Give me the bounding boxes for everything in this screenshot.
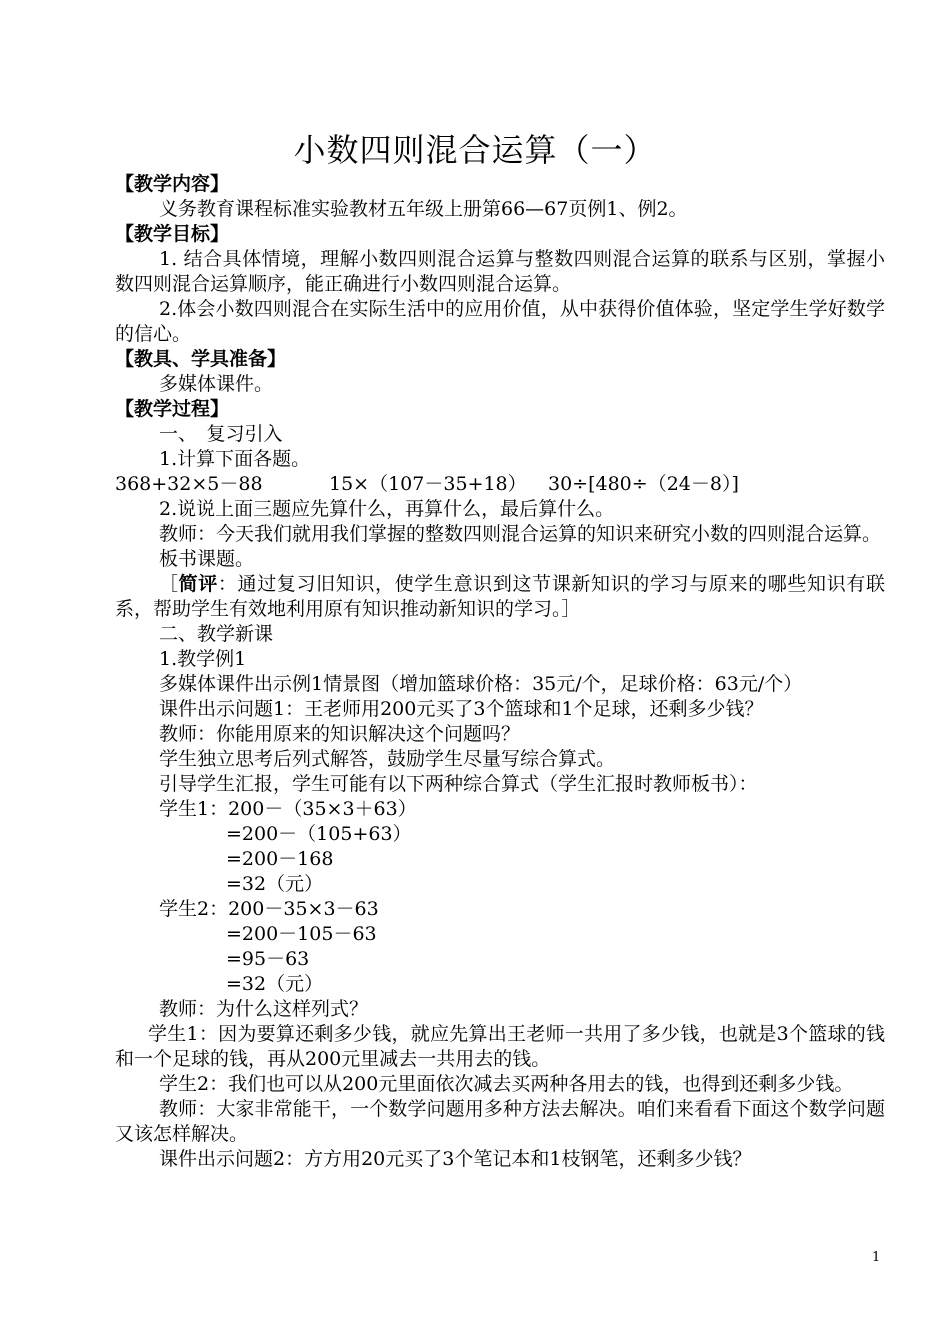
section-heading-process: 【教学过程】 <box>115 398 230 420</box>
student-think: 学生独立思考后列式解答，鼓励学生尽量写综合算式。 <box>159 748 616 770</box>
document-body <box>115 172 885 1172</box>
comment-text: ：通过复习旧知识，使学生意识到这节课新知识的学习与原来的哪些知识有联系，帮助学生有效地利用原有知识推动新知识的学习。］ <box>115 573 885 620</box>
section-heading-tools: 【教具、学具准备】 <box>115 348 287 370</box>
section-heading-goals: 【教学目标】 <box>115 223 230 245</box>
question-1: 1.计算下面各题。 <box>159 448 311 470</box>
comment-label: 简评 <box>178 573 218 595</box>
guide-line: 引导学生汇报，学生可能有以下两种综合算式（学生汇报时教师板书）： <box>159 773 758 795</box>
student-2-explain: 学生2：我们也可以从200元里面依次减去买两种各用去的钱，也得到还剩多少钱。 <box>159 1073 854 1095</box>
calc-row <box>115 472 885 497</box>
student-1-step-3: =200－168 <box>226 848 334 870</box>
calc-1: 368+32×5－88 <box>115 473 263 495</box>
teacher-line-2: 教师：你能用原来的知识解决这个问题吗？ <box>159 723 521 745</box>
student-2-step-4: =32（元） <box>226 973 324 995</box>
goal-1: 1. 结合具体情境，理解小数四则混合运算与整数四则混合运算的联系与区别，掌握小数四则混合运算顺序，能正确进行小数四则混合运算。 <box>115 248 885 295</box>
teacher-line-3: 教师：为什么这样列式？ <box>159 998 369 1020</box>
page-number: 1 <box>872 1250 881 1265</box>
content-text: 义务教育课程标准实验教材五年级上册第66—67页例1、例2。 <box>159 198 688 220</box>
calc-2: 15×（107－35+18） <box>329 473 527 495</box>
part-2-heading: 二、教学新课 <box>159 623 274 645</box>
board-note: 板书课题。 <box>159 548 255 570</box>
student-1-step-1: 学生1：200－（35×3＋63） <box>159 798 417 820</box>
comment-open: ［ <box>159 573 179 595</box>
student-1-step-2: =200－（105+63） <box>226 823 412 845</box>
student-2-step-2: =200－105－63 <box>226 923 377 945</box>
student-1-step-4: =32（元） <box>226 873 324 895</box>
tools-text: 多媒体课件。 <box>159 373 274 395</box>
student-2-step-1: 学生2：200－35×3－63 <box>159 898 379 920</box>
section-heading-content: 【教学内容】 <box>115 173 230 195</box>
page-title: 小数四则混合运算（一） <box>293 131 657 169</box>
goal-2: 2.体会小数四则混合在实际生活中的应用价值，从中获得价值体验，坚定学生学好数学的信心。 <box>115 298 885 345</box>
question-2: 2.说说上面三题应先算什么，再算什么，最后算什么。 <box>159 498 615 520</box>
example-1-heading: 1.教学例1 <box>159 648 247 670</box>
student-2-step-3: =95－63 <box>226 948 310 970</box>
problem-1: 课件出示问题1：王老师用200元买了3个篮球和1个足球，还剩多少钱？ <box>159 698 764 720</box>
media-line-1: 多媒体课件出示例1情景图（增加篮球价格：35元/个，足球价格：63元/个） <box>159 673 803 695</box>
comment-block <box>115 572 885 622</box>
student-1-explain: 学生1：因为要算还剩多少钱，就应先算出王老师一共用了多少钱，也就是3个篮球的钱和一个足球的钱，再从200元里减去一共用去的钱。 <box>115 1023 885 1070</box>
teacher-line-4: 教师：大家非常能干，一个数学问题用多种方法去解决。咱们来看看下面这个数学问题又该怎样解决。 <box>115 1098 885 1145</box>
teacher-line-1: 教师：今天我们就用我们掌握的整数四则混合运算的知识来研究小数的四则混合运算。 <box>159 523 882 545</box>
calc-3: 30÷[480÷（24－8）] <box>548 473 739 495</box>
part-1-heading: 一、 复习引入 <box>159 423 283 445</box>
problem-2: 课件出示问题2：方方用20元买了3个笔记本和1枝钢笔，还剩多少钱？ <box>159 1148 752 1170</box>
